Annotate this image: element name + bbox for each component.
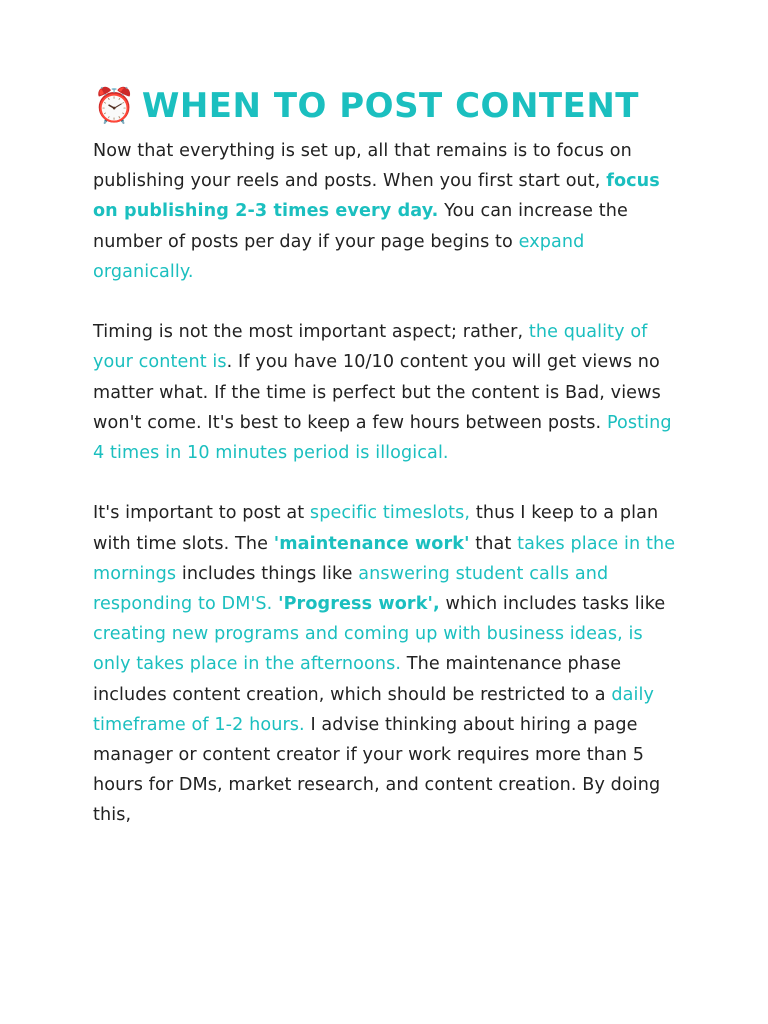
clock-icon: ⏰ xyxy=(93,86,136,126)
text-run: thus I keep to a plan with time slots. The xyxy=(93,503,659,554)
text-run: Timing is not the most important aspect; rather, xyxy=(93,322,529,343)
text-run: which includes tasks like xyxy=(439,594,666,615)
paragraph-timeslots xyxy=(93,498,683,830)
text-run: includes things like xyxy=(176,563,359,584)
highlight-run: the quality of your content is xyxy=(93,322,648,373)
text-run: that xyxy=(469,533,518,554)
highlight-run: specific timeslots, xyxy=(309,503,471,524)
document-page xyxy=(93,85,683,861)
text-run: Now that everything is set up, all that remains is to focus on publishing your reels and posts. When you first start out, xyxy=(93,141,632,192)
section-heading-text: WHEN TO POST CONTENT xyxy=(141,86,639,126)
highlight-bold-run: 'Progress work', xyxy=(278,594,440,615)
text-run: It's important to post at xyxy=(93,503,310,524)
highlight-run: daily timeframe of 1-2 hours. xyxy=(93,684,654,735)
highlight-run: expand organically. xyxy=(93,231,585,282)
highlight-bold-run: 'maintenance work' xyxy=(273,533,470,554)
highlight-run: creating new programs and coming up with business ideas, is only takes place in the afternoons. xyxy=(93,624,643,675)
text-run: You can increase the number of posts per day if your page begins to xyxy=(93,201,628,252)
highlight-run: takes place in the mornings xyxy=(93,533,676,584)
highlight-bold-run: focus on publishing 2-3 times every day. xyxy=(93,171,660,222)
highlight-run: answering student calls and responding to DM'S. xyxy=(93,563,609,615)
highlight-run: Posting 4 times in 10 minutes period is illogical. xyxy=(93,412,672,464)
text-run: The maintenance phase includes content creation, which should be restricted to a xyxy=(93,654,622,705)
text-run: I advise thinking about hiring a page manager or content creator if your work requires more than 5 hours for DMs, market research, and content creation. By doing this, xyxy=(93,714,661,826)
paragraph-publishing-frequency xyxy=(93,136,683,287)
paragraph-timing-quality xyxy=(93,317,683,468)
section-heading xyxy=(93,85,683,128)
text-run: . If you have 10/10 content you will get views no matter what. If the time is perfect but the content is Bad, views won't come. It's best to keep a few hours between posts. xyxy=(93,352,661,433)
